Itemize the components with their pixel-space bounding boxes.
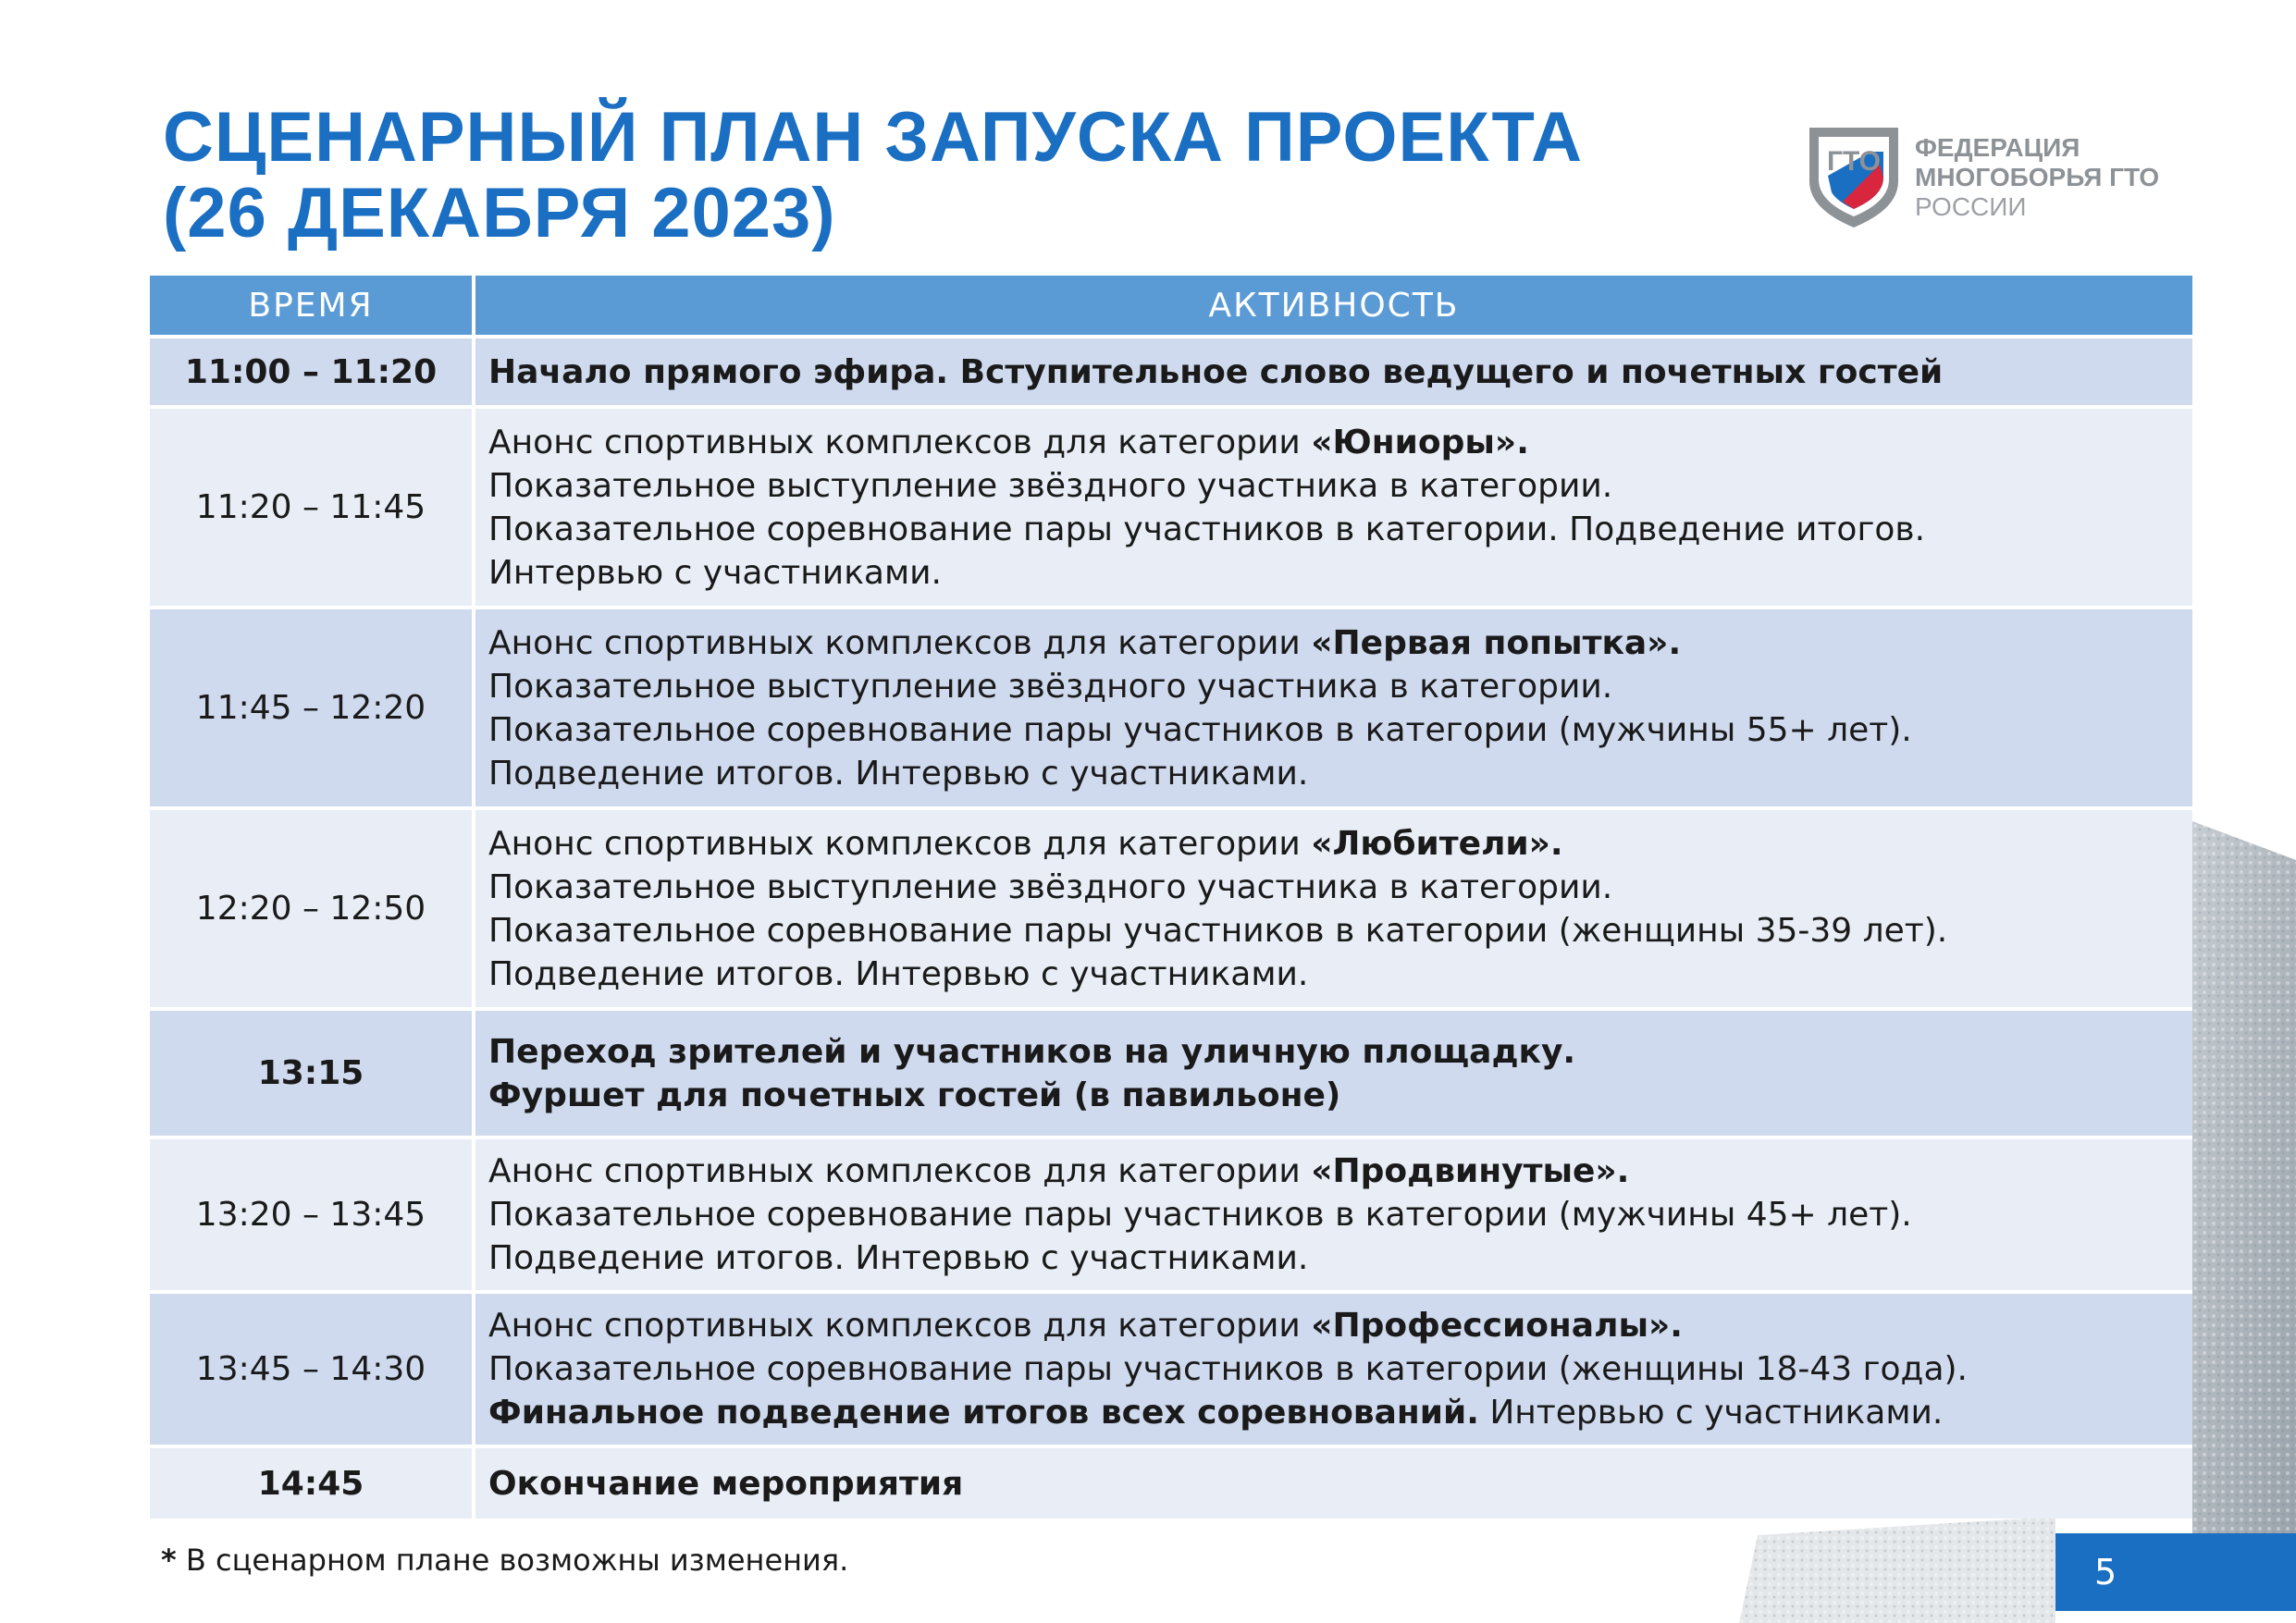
logo-line-1: ФЕДЕРАЦИЯ: [1915, 133, 2080, 162]
activity-line: Показательное выступление звёздного участника в категории.: [488, 466, 1613, 505]
table-row: [150, 1137, 2192, 1292]
footnote: [161, 1543, 848, 1578]
activity-line: Анонс спортивных комплексов для категории «Продвинутые».: [488, 1152, 1630, 1190]
page-number-badge: [2055, 1533, 2296, 1611]
table-row: [150, 337, 2192, 407]
header-time: ВРЕМЯ: [150, 276, 474, 337]
page-title-line-2: (26 ДЕКАБРЯ 2023): [163, 174, 836, 252]
logo-line-2: МНОГОБОРЬЯ ГТО: [1915, 163, 2160, 191]
row-activity: [474, 1292, 2192, 1446]
logo-text: [1915, 133, 2159, 222]
category-name: «Профессионалы».: [1311, 1307, 1683, 1345]
activity-line: Финальное подведение итогов всех соревнований. Интервью с участниками.: [488, 1394, 1944, 1432]
activity-line: Показательное выступление звёздного участника в категории.: [488, 867, 1613, 906]
page-title: [163, 100, 1583, 252]
row-activity: [474, 337, 2192, 407]
header-activity: АКТИВНОСТЬ: [474, 276, 2192, 337]
activity-line: Показательное соревнование пары участников в категории (мужчины 55+ лет).: [488, 710, 1912, 749]
activity-line: Анонс спортивных комплексов для категории «Первая попытка».: [488, 623, 1682, 662]
logo-line-3: РОССИИ: [1915, 192, 2027, 221]
table-row: [150, 608, 2192, 808]
row-activity: [474, 407, 2192, 608]
activity-line: Показательное соревнование пары участников в категории. Подведение итогов.: [488, 510, 1926, 548]
table-row: [150, 407, 2192, 608]
activity-line: Переход зрителей и участников на уличную площадку.: [488, 1032, 1576, 1071]
activity-line: Фуршет для почетных гостей (в павильоне): [488, 1076, 1341, 1114]
row-activity: [474, 608, 2192, 808]
table-header-row: [150, 276, 2192, 337]
schedule-table: [150, 276, 2192, 1518]
activity-line: Показательное соревнование пары участников в категории (женщины 35-39 лет).: [488, 911, 1948, 950]
category-name: «Любители».: [1311, 824, 1563, 863]
federation-logo: [1806, 124, 2194, 235]
activity-line: Окончание мероприятия: [488, 1464, 964, 1503]
row-time: 13:20 – 13:45: [150, 1137, 474, 1292]
row-time: 12:20 – 12:50: [150, 808, 474, 1009]
page-title-line-1: СЦЕНАРНЫЙ ПЛАН ЗАПУСКА ПРОЕКТА: [163, 98, 1584, 177]
logo-emblem-text: ГТО: [1827, 146, 1881, 177]
page-number: 5: [2094, 1552, 2117, 1592]
activity-line: Анонс спортивных комплексов для категории «Любители».: [488, 824, 1563, 863]
row-activity: [474, 1446, 2192, 1518]
row-time: 11:45 – 12:20: [150, 608, 474, 808]
table-row: [150, 1009, 2192, 1137]
row-time: 11:00 – 11:20: [150, 337, 474, 407]
table-row: [150, 808, 2192, 1009]
row-time: 13:45 – 14:30: [150, 1292, 474, 1446]
activity-line: Показательное соревнование пары участников в категории (женщины 18-43 года).: [488, 1350, 1968, 1388]
table-row: [150, 1292, 2192, 1446]
activity-line: Показательное соревнование пары участников в категории (мужчины 45+ лет).: [488, 1196, 1912, 1234]
activity-line: Интервью с участниками.: [488, 553, 942, 592]
row-time: 13:15: [150, 1009, 474, 1137]
row-activity: [474, 1137, 2192, 1292]
footnote-text: В сценарном плане возможны изменения.: [176, 1543, 849, 1578]
activity-line: Подведение итогов. Интервью с участниками.: [488, 954, 1309, 993]
category-name: «Юниоры».: [1311, 423, 1529, 461]
activity-line: Подведение итогов. Интервью с участниками.: [488, 1239, 1309, 1277]
category-name: «Первая попытка».: [1311, 623, 1682, 662]
category-name: «Продвинутые».: [1311, 1152, 1630, 1190]
activity-line: Показательное выступление звёздного участника в категории.: [488, 667, 1613, 706]
activity-line: Начало прямого эфира. Вступительное слово ведущего и почетных гостей: [488, 352, 1944, 391]
activity-line: Анонс спортивных комплексов для категории «Профессионалы».: [488, 1307, 1683, 1345]
footnote-star: *: [161, 1543, 177, 1578]
gto-shield-icon: [1806, 124, 1902, 231]
table-row: [150, 1446, 2192, 1518]
row-activity: [474, 1009, 2192, 1137]
row-time: 11:20 – 11:45: [150, 407, 474, 608]
row-time: 14:45: [150, 1446, 474, 1518]
activity-line: Подведение итогов. Интервью с участниками.: [488, 754, 1309, 793]
row-activity: [474, 808, 2192, 1009]
final-results-text: Финальное подведение итогов всех соревнований.: [488, 1394, 1479, 1432]
activity-line: Анонс спортивных комплексов для категории «Юниоры».: [488, 423, 1529, 461]
